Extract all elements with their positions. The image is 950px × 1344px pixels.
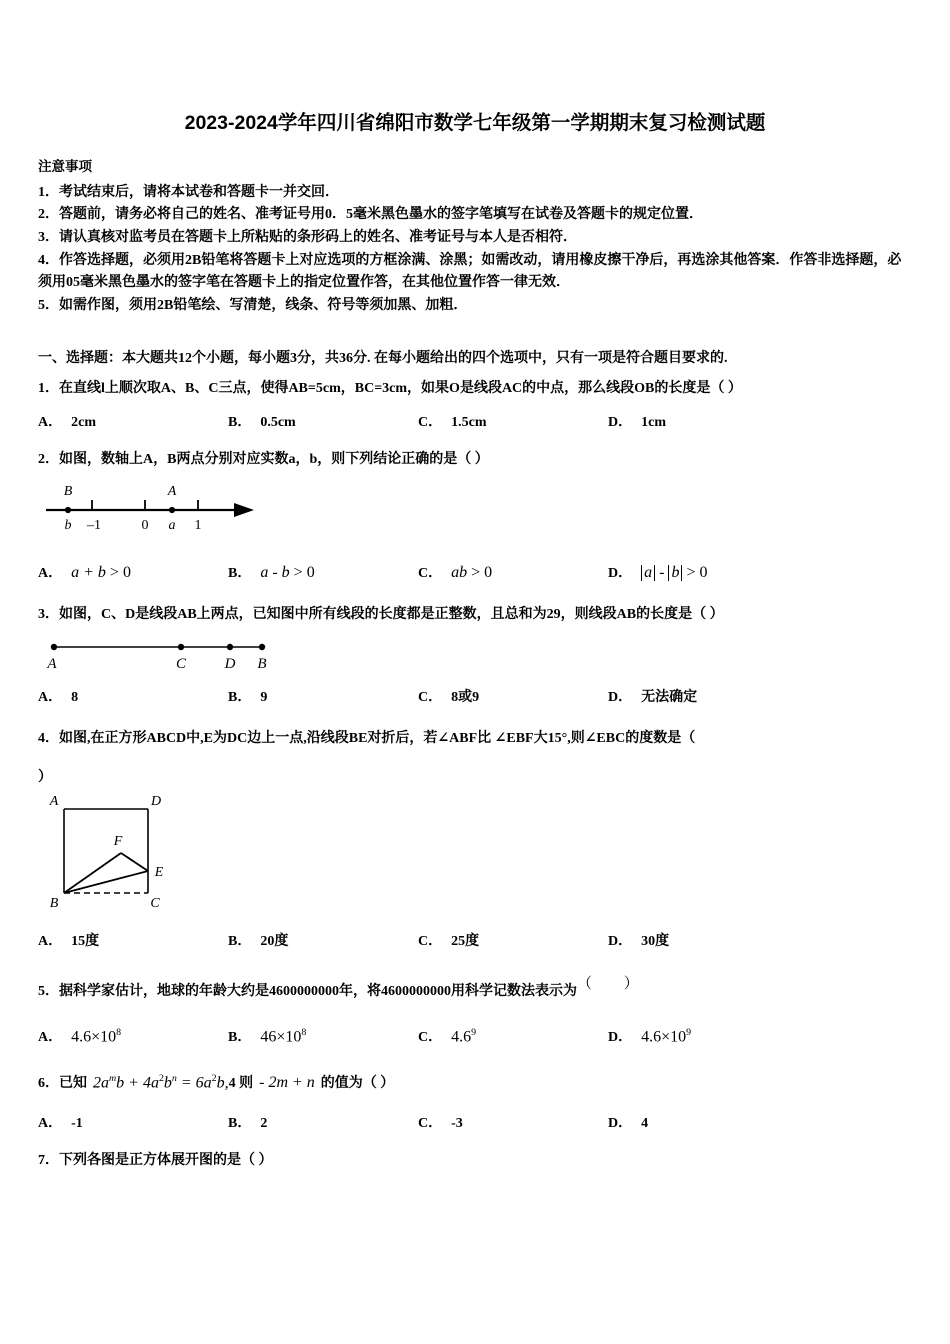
q6-formula-d: = 6a <box>176 1074 212 1092</box>
option-3-C[interactable] <box>418 686 608 706</box>
option-4-B[interactable] <box>228 930 418 950</box>
option-3-D-value: 无法确定 <box>641 690 698 706</box>
option-2-D-key: D． <box>608 566 633 582</box>
option-4-D[interactable] <box>608 930 798 950</box>
option-1-C[interactable] <box>418 411 608 431</box>
option-3-A-key: A． <box>38 690 63 706</box>
q6-formula-e: b, <box>216 1074 229 1092</box>
option-6-B[interactable] <box>228 1112 418 1132</box>
svg-text:A: A <box>49 794 59 810</box>
option-3-C-key: C． <box>418 690 443 706</box>
option-5-C-mantissa: 4.6 <box>451 1028 472 1046</box>
option-2-B[interactable] <box>228 562 418 582</box>
svg-text:B: B <box>257 656 267 673</box>
option-3-D-key: D． <box>608 690 633 706</box>
option-5-D[interactable] <box>608 1026 798 1046</box>
notice-item-2: 2．答题前，请务必将自己的姓名、准考证号用0．5毫米黑色墨水的签字笔填写在试卷及答题卡的规定位置． <box>38 207 703 223</box>
option-5-B-times: ×10 <box>276 1028 302 1046</box>
option-6-A-value: -1 <box>71 1116 83 1132</box>
option-6-D-value: 4 <box>641 1116 649 1132</box>
option-1-D-key: D． <box>608 414 633 430</box>
option-5-B-exp: 8 <box>301 1026 307 1038</box>
question-5-number: 5． <box>38 984 59 1000</box>
option-2-D-value: a - b > 0 <box>641 564 707 582</box>
question-6-options <box>38 1112 912 1132</box>
option-1-D[interactable] <box>608 411 798 431</box>
page-title: 2023-2024学年四川省绵阳市数学七年级第一学期期末复习检测试题 <box>184 112 766 134</box>
section-heading-choice: 一、选择题：本大题共12个小题，每小题3分，共36分. 在每小题给出的四个选项中，只有一项是符合题目要求的. <box>38 350 728 366</box>
q6-formula-a-exp: m <box>109 1072 117 1084</box>
svg-text:A: A <box>47 656 57 673</box>
svg-text:D: D <box>150 794 162 810</box>
question-6-number: 6． <box>38 1076 59 1092</box>
option-4-B-value: 20度 <box>260 934 289 950</box>
option-5-B-key: B． <box>228 1030 252 1046</box>
option-1-B[interactable] <box>228 411 418 431</box>
question-7-text <box>38 1150 912 1173</box>
option-2-B-value: a - b > 0 <box>260 564 315 582</box>
option-2-A-key: A． <box>38 566 63 582</box>
question-6-suffix: 的值为（ ） <box>320 1076 395 1092</box>
option-5-C-key: C． <box>418 1030 443 1046</box>
option-5-B-mantissa: 46 <box>260 1028 277 1046</box>
option-5-C[interactable] <box>418 1026 608 1046</box>
option-1-C-key: C． <box>418 414 443 430</box>
question-2-body: 如图，数轴上A，B两点分别对应实数a，b，则下列结论正确的是（ ） <box>59 451 489 467</box>
option-1-B-value: 0.5cm <box>260 414 296 430</box>
question-2-number: 2． <box>38 451 59 467</box>
option-5-A-value <box>71 1027 121 1046</box>
question-3-options <box>38 686 912 706</box>
question-4-number: 4． <box>38 731 59 747</box>
svg-text:a: a <box>168 518 176 534</box>
option-2-B-key: B． <box>228 566 252 582</box>
option-4-D-key: D． <box>608 934 633 950</box>
question-1-body: 在直线l上顺次取A、B、C三点，使得AB=5cm，BC=3cm，如果O是线段AC的中点，那么线段OB的长度是（ ） <box>59 381 742 397</box>
q6-formula-a: 2a <box>93 1074 109 1092</box>
question-4 <box>38 728 912 950</box>
option-5-A-key: A． <box>38 1030 63 1046</box>
question-6-mid: 4 则 <box>228 1076 254 1092</box>
figure-number-line-ab <box>38 479 912 546</box>
option-6-C-value: -3 <box>451 1116 463 1132</box>
q6-formula-c: b <box>163 1074 172 1092</box>
svg-text:C: C <box>175 656 187 673</box>
question-5-body: 据科学家估计，地球的年龄大约是4600000000年，将4600000000用科学记数法表示为 <box>59 984 577 1000</box>
notice-item-5: 5．如需作图，须用2B铅笔绘、写清楚，线条、符号等须加黑、加粗． <box>38 298 468 313</box>
option-6-B-key: B． <box>228 1116 252 1132</box>
svg-text:E: E <box>154 865 164 881</box>
notice-item-1: 1．考试结束后，请将本试卷和答题卡一并交回． <box>38 184 339 200</box>
question-5 <box>38 972 912 1046</box>
q6-formula-b: b + 4a <box>116 1074 159 1092</box>
option-5-A-mantissa: 4.6 <box>71 1028 92 1046</box>
question-2 <box>38 449 912 583</box>
notice-item-3: 3．请认真核对监考员在答题卡上所粘贴的条形码上的姓名、准考证号与本人是否相符． <box>38 229 577 245</box>
question-6 <box>38 1072 912 1132</box>
option-5-D-exp: 9 <box>686 1026 692 1038</box>
question-4-options <box>38 930 912 950</box>
question-6-prefix: 已知 <box>59 1076 87 1092</box>
q6-formula-d-exp: 2 <box>211 1072 217 1084</box>
option-5-B[interactable] <box>228 1026 418 1046</box>
q6-formula-c-exp: n <box>171 1072 177 1084</box>
question-3-body: 如图，C、D是线段AB上两点，已知图中所有线段的长度都是正整数，且总和为29，则线段AB的长度是（ ） <box>59 607 724 623</box>
option-6-C[interactable] <box>418 1112 608 1132</box>
svg-text:D: D <box>224 656 236 673</box>
option-1-A-value: 2cm <box>71 414 97 430</box>
option-2-C[interactable] <box>418 562 608 582</box>
option-3-B[interactable] <box>228 686 418 706</box>
question-1 <box>38 378 912 431</box>
question-6-formula <box>93 1073 229 1092</box>
question-4-body: 如图,在正方形ABCD中,E为DC边上一点,沿线段BE对折后，若∠ABF比 ∠EBF大15°,则∠EBC的度数是（ <box>59 731 696 747</box>
option-4-C[interactable] <box>418 930 608 950</box>
svg-text:0: 0 <box>141 518 149 534</box>
question-1-number: 1． <box>38 381 59 397</box>
option-1-D-value: 1cm <box>641 414 667 430</box>
option-4-A-value: 15度 <box>71 934 100 950</box>
option-2-A[interactable] <box>38 562 228 582</box>
option-2-C-value: ab > 0 <box>451 564 493 582</box>
question-3-number: 3． <box>38 607 59 623</box>
option-3-B-value: 9 <box>260 690 268 706</box>
option-5-A-times: ×10 <box>91 1028 117 1046</box>
option-5-A[interactable] <box>38 1026 228 1046</box>
figure-square-abcd-fold <box>38 793 912 918</box>
question-7 <box>38 1150 912 1173</box>
question-4-text-tail: ） <box>38 769 52 785</box>
svg-text:A: A <box>167 484 177 500</box>
question-5-paren: （ ） <box>577 976 653 993</box>
option-6-B-value: 2 <box>260 1116 268 1132</box>
question-3 <box>38 604 912 706</box>
option-6-A[interactable] <box>38 1112 228 1132</box>
figure-segment-acdb <box>38 635 912 682</box>
option-1-C-value: 1.5cm <box>451 414 487 430</box>
question-2-options <box>38 562 912 582</box>
option-5-C-exp: 9 <box>471 1026 477 1038</box>
option-2-C-key: C． <box>418 566 443 582</box>
question-2-text <box>38 449 912 472</box>
option-5-A-exp: 8 <box>116 1026 122 1038</box>
option-4-A-key: A． <box>38 934 63 950</box>
question-4-text <box>38 728 912 751</box>
option-5-C-value <box>451 1027 476 1046</box>
option-5-D-times: ×10 <box>661 1028 687 1046</box>
option-5-D-mantissa: 4.6 <box>641 1028 662 1046</box>
option-6-D-key: D． <box>608 1116 633 1132</box>
notice-heading: 注意事项 <box>38 159 92 175</box>
option-4-A[interactable] <box>38 930 228 950</box>
question-7-body: 下列各图是正方体展开图的是（ ） <box>59 1153 273 1169</box>
option-1-A[interactable] <box>38 411 228 431</box>
question-5-options <box>38 1026 912 1046</box>
svg-text:b: b <box>64 518 72 534</box>
svg-text:C: C <box>150 896 160 912</box>
question-7-number: 7． <box>38 1153 59 1169</box>
option-2-D[interactable] <box>608 562 798 582</box>
question-6-expr: - 2m + n <box>259 1074 315 1092</box>
option-1-B-key: B． <box>228 414 252 430</box>
question-1-options <box>38 411 912 431</box>
option-5-D-value <box>641 1027 691 1046</box>
question-6-text <box>38 1072 912 1092</box>
svg-text:1: 1 <box>194 518 202 534</box>
option-4-C-value: 25度 <box>451 934 480 950</box>
option-3-C-value: 8或9 <box>451 690 480 706</box>
option-4-D-value: 30度 <box>641 934 670 950</box>
option-6-D[interactable] <box>608 1112 798 1132</box>
option-3-D[interactable] <box>608 686 798 706</box>
option-5-D-key: D． <box>608 1030 633 1046</box>
option-4-B-key: B． <box>228 934 252 950</box>
svg-text:B: B <box>63 484 73 500</box>
svg-text:F: F <box>113 834 123 850</box>
option-2-A-value: a + b > 0 <box>71 564 131 582</box>
question-5-text <box>38 972 912 1004</box>
question-3-text <box>38 604 912 627</box>
q6-formula-b-exp: 2 <box>158 1072 164 1084</box>
svg-text:–1: –1 <box>87 518 101 534</box>
question-1-text <box>38 378 912 401</box>
notice-item-4: 4．作答选择题，必须用2B铅笔将答题卡上对应选项的方框涂满、涂黑；如需改动，请用橡皮擦干净后，再选涂其他答案．作答非选择题，必须用05毫米黑色墨水的签字笔在答题卡上的指定位置作答，在其他位置作答一律无效． <box>38 252 902 291</box>
option-5-B-value <box>260 1027 306 1046</box>
option-3-A[interactable] <box>38 686 228 706</box>
option-1-A-key: A． <box>38 414 63 430</box>
option-3-B-key: B． <box>228 690 252 706</box>
option-4-C-key: C． <box>418 934 443 950</box>
document-body <box>0 157 950 1172</box>
option-3-A-value: 8 <box>71 690 79 706</box>
option-6-C-key: C． <box>418 1116 443 1132</box>
option-6-A-key: A． <box>38 1116 63 1132</box>
svg-text:B: B <box>49 896 59 912</box>
